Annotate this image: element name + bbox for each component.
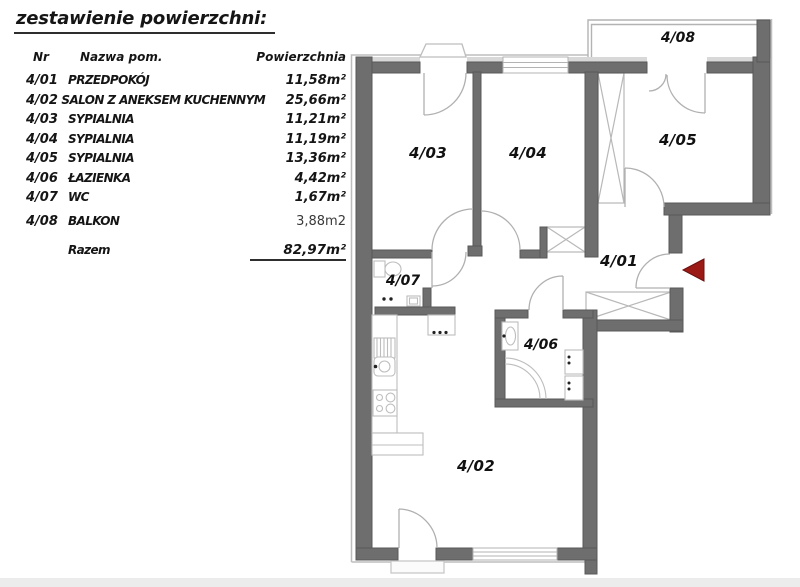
wall-door-post	[468, 246, 482, 256]
window-402	[473, 548, 557, 560]
room-label-407: 4/07	[385, 273, 421, 289]
row-name: SYPIALNIA	[68, 112, 134, 126]
row-name: SYPIALNIA	[68, 131, 134, 146]
total-value: 82,97m²	[250, 242, 346, 261]
wall-top-c	[568, 62, 647, 73]
wc-toilet-tank	[374, 261, 385, 277]
row-area: 25,66m²	[285, 92, 346, 108]
entrance-arrow	[683, 259, 704, 281]
wall-wc-south	[375, 307, 455, 315]
row-area: 11,19m²	[285, 131, 346, 147]
windows	[473, 57, 568, 560]
row-area: 4,42m²	[294, 170, 346, 186]
wall-right-top	[753, 57, 770, 215]
wall-shaft-stub	[540, 227, 547, 258]
kitchen-peninsula	[372, 433, 423, 455]
bathroom-fixtures	[502, 322, 583, 400]
door-balcony	[649, 73, 705, 113]
wall-bottom-c	[557, 548, 597, 560]
room-label-406: 4/06	[523, 337, 559, 353]
outer-wall-outline	[352, 19, 772, 562]
wall-wardrobe-south	[585, 320, 683, 331]
door-entrance	[636, 254, 670, 288]
window-404	[503, 57, 568, 73]
row-nr: 4/05	[26, 151, 58, 166]
header-nr: Nr	[33, 50, 49, 64]
room-label-402: 4/02	[457, 457, 495, 475]
door-405	[625, 168, 664, 207]
door-403	[432, 209, 473, 250]
wall-403-404	[473, 72, 481, 248]
row-area: 1,67m²	[294, 190, 346, 205]
row-area: 11,21m²	[285, 112, 346, 127]
row-nr: 4/08	[26, 213, 58, 229]
room-label-405: 4/05	[659, 131, 697, 149]
wall-404-405	[585, 72, 598, 257]
kitchen-sink	[374, 357, 395, 376]
row-name: ŁAZIENKA	[68, 170, 131, 185]
row-name: PRZEDPOKÓJ	[68, 73, 150, 87]
shaft-vent-4-05	[598, 73, 624, 203]
wall-bottom-a	[356, 548, 398, 560]
door-407	[432, 252, 466, 288]
wall-406-north-a	[495, 310, 528, 318]
wall-right-lower	[583, 310, 597, 560]
scan-edge-strip	[0, 578, 800, 587]
wall-left	[356, 57, 372, 560]
wall-bottom-b	[436, 548, 473, 560]
header-area: Powierzchnia	[256, 50, 346, 64]
row-area: 13,36m²	[285, 151, 346, 166]
kitchen-fridge	[374, 338, 395, 358]
row-nr: 4/04	[26, 131, 58, 147]
wall-entry-upper	[669, 215, 682, 253]
room-label-401: 4/01	[600, 252, 638, 270]
shaft-vent-hallway	[547, 227, 585, 252]
hallway-wardrobe	[586, 292, 671, 320]
row-nr: 4/06	[26, 170, 58, 186]
wall-top-d	[707, 62, 753, 73]
wall-top-b	[467, 62, 503, 73]
row-name: BALKON	[68, 213, 120, 228]
kitchen-stove	[373, 390, 397, 416]
row-nr: 4/01	[26, 73, 58, 88]
wall-405-south	[664, 203, 770, 215]
row-area: 3,88m2	[296, 213, 346, 229]
row-nr: 4/02	[26, 92, 58, 108]
row-name: WC	[68, 190, 89, 204]
bathroom-shower	[505, 358, 546, 399]
header-name: Nazwa pom.	[80, 50, 163, 64]
row-nr: 4/03	[26, 112, 58, 127]
room-label-404: 4/04	[509, 144, 547, 162]
bathroom-sink	[502, 322, 518, 350]
page-title: zestawienie powierzchni:	[14, 6, 275, 34]
wall-balcony-stub	[757, 20, 770, 62]
wc-sink-basin	[410, 298, 418, 304]
kitchen-fixtures	[372, 315, 455, 455]
room-label-403: 4/03	[409, 144, 447, 162]
wall-top-a	[372, 62, 420, 73]
door-403-window	[420, 44, 466, 115]
wall-hall-north-b	[520, 250, 542, 258]
wall-bottom-step	[585, 560, 597, 574]
row-name: SYPIALNIA	[68, 151, 134, 165]
wall-hall-north-a	[372, 250, 432, 258]
door-404	[481, 211, 520, 250]
bathroom-washer	[565, 350, 583, 400]
door-402-exterior	[391, 509, 444, 573]
row-nr: 4/07	[26, 190, 58, 205]
total-label: Razem	[68, 243, 110, 257]
room-label-408: 4/08	[660, 30, 696, 46]
wall-406-north-b	[563, 310, 593, 318]
door-406	[529, 276, 563, 310]
row-area: 11,58m²	[285, 73, 346, 88]
row-name: SALON Z ANEKSEM KUCHENNYM	[61, 92, 266, 107]
